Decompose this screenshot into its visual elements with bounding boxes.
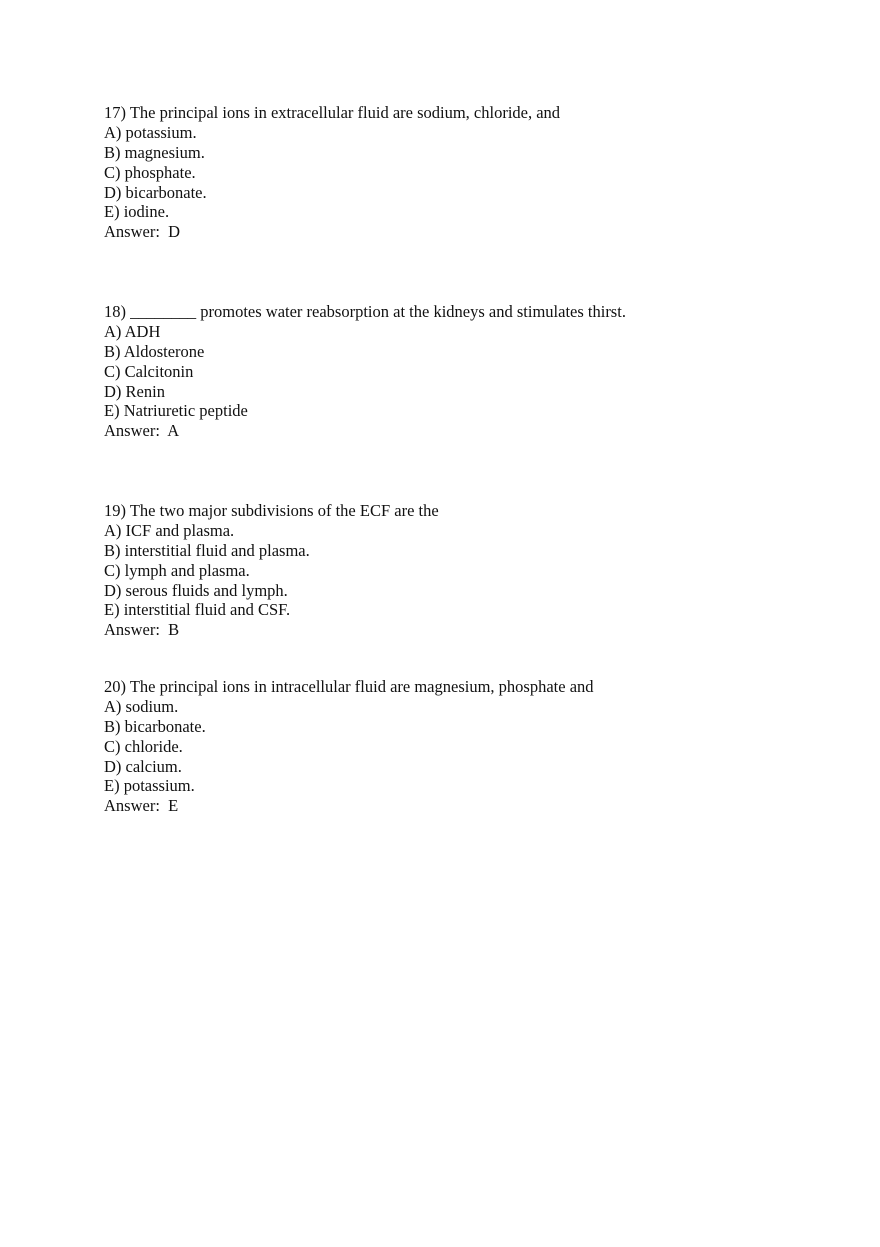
answer-line: Answer: D [104,222,181,242]
answer-line: Answer: B [104,620,180,640]
option-c: C) chloride. [104,736,183,756]
question-stem: 18) ________ promotes water reabsorption at the kidneys and stimulates thirst. [104,302,626,321]
question-stem: 20) The principal ions in intracellular fluid are magnesium, phosphate and [104,677,594,696]
option-a: A) ADH [104,321,161,341]
answer-line: Answer: A [104,421,180,441]
option-e: E) iodine. [104,202,170,222]
option-b: B) Aldosterone [104,341,205,361]
question-18 [104,302,804,441]
option-e: E) Natriuretic peptide [104,401,248,421]
option-b: B) bicarbonate. [104,716,206,736]
option-c: C) Calcitonin [104,361,194,381]
option-d: D) serous fluids and lymph. [104,580,288,600]
question-17 [104,103,804,242]
option-a: A) sodium. [104,696,179,716]
option-a: A) ICF and plasma. [104,520,235,540]
question-stem: 19) The two major subdivisions of the ECF are the [104,501,439,520]
option-d: D) calcium. [104,756,182,776]
answer-line: Answer: E [104,796,179,816]
option-b: B) magnesium. [104,142,205,162]
question-19 [104,501,804,640]
option-e: E) potassium. [104,776,195,796]
option-c: C) phosphate. [104,162,196,182]
option-c: C) lymph and plasma. [104,560,250,580]
option-b: B) interstitial fluid and plasma. [104,540,310,560]
option-d: D) Renin [104,381,165,401]
option-d: D) bicarbonate. [104,182,207,202]
question-stem: 17) The principal ions in extracellular fluid are sodium, chloride, and [104,103,561,122]
option-e: E) interstitial fluid and CSF. [104,600,291,620]
question-20 [104,677,804,816]
option-a: A) potassium. [104,122,197,142]
